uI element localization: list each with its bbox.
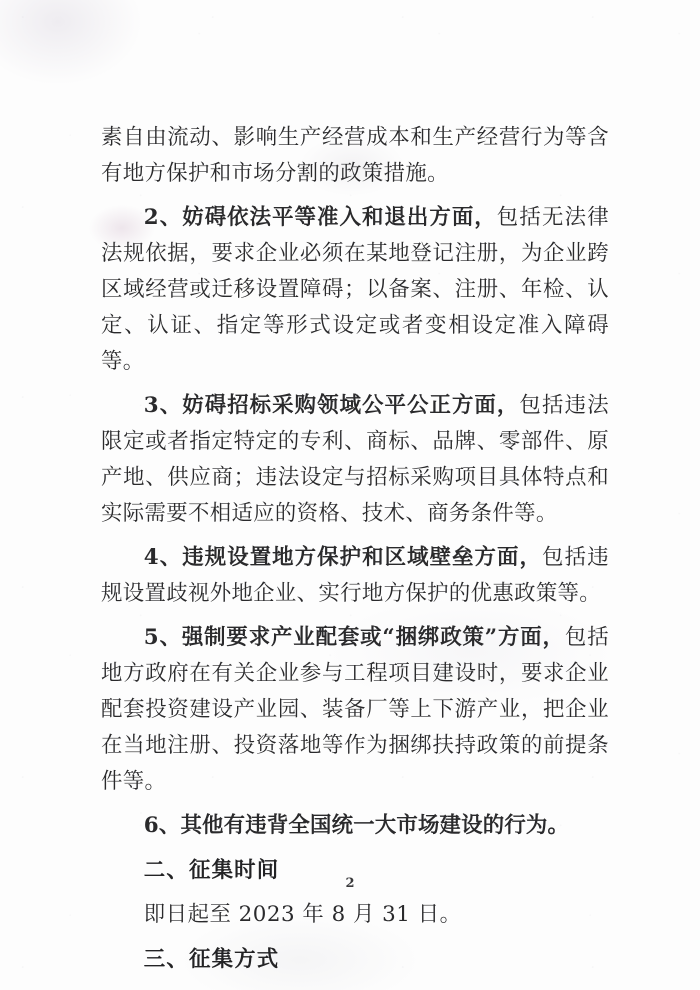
paragraph-item-6 xyxy=(101,808,609,844)
item-2-lead: 2、妨碍依法平等准入和退出方面， xyxy=(143,205,497,230)
item-4-lead: 4、违规设置地方保护和区域壁垒方面， xyxy=(143,545,542,570)
item-5-body: 包括地方政府在有关企业参与工程项目建设时，要求企业配套投资建设产业园、装备厂等上下游产业，把企业在当地注册、投资落地等作为捆绑扶持政策的前提条件等。 xyxy=(101,625,610,794)
paragraph-item-5 xyxy=(101,620,609,800)
section-heading-2: 二、征集时间 xyxy=(143,858,280,883)
item-2-body: 包括无法律法规依据，要求企业必须在某地登记注册，为企业跨区域经营或迁移设置障碍；以备案、注册、年检、认定、认证、指定等形式设定或者变相设定准入障碍等。 xyxy=(101,205,609,374)
paragraph-item-4 xyxy=(101,540,609,612)
section-2-body: 即日起至 2023 年 8 月 31 日。 xyxy=(143,902,462,927)
document-body xyxy=(101,120,609,978)
page-number: 2 xyxy=(345,876,355,891)
paragraph-continued xyxy=(101,120,609,192)
item-3-body: 包括违法限定或者指定特定的专利、商标、品牌、零部件、原产地、供应商；违法设定与招标采购项目具体特点和实际需要不相适应的资格、技术、商务条件等。 xyxy=(101,393,609,526)
item-6-lead: 6、其他有违背全国统一大市场建设的行为。 xyxy=(143,813,570,838)
item-4-body: 包括违规设置歧视外地企业、实行地方保护的优惠政策等。 xyxy=(101,545,609,606)
item-5-lead: 5、强制要求产业配套或“捆绑政策”方面， xyxy=(143,625,565,650)
paragraph-item-3 xyxy=(101,388,609,532)
paragraph-item-2 xyxy=(101,200,609,380)
section-heading-3: 三、征集方式 xyxy=(143,947,280,972)
paragraph-continued-text: 素自由流动、影响生产经营成本和生产经营行为等含有地方保护和市场分割的政策措施。 xyxy=(101,125,609,186)
item-3-lead: 3、妨碍招标采购领域公平公正方面， xyxy=(143,393,520,418)
